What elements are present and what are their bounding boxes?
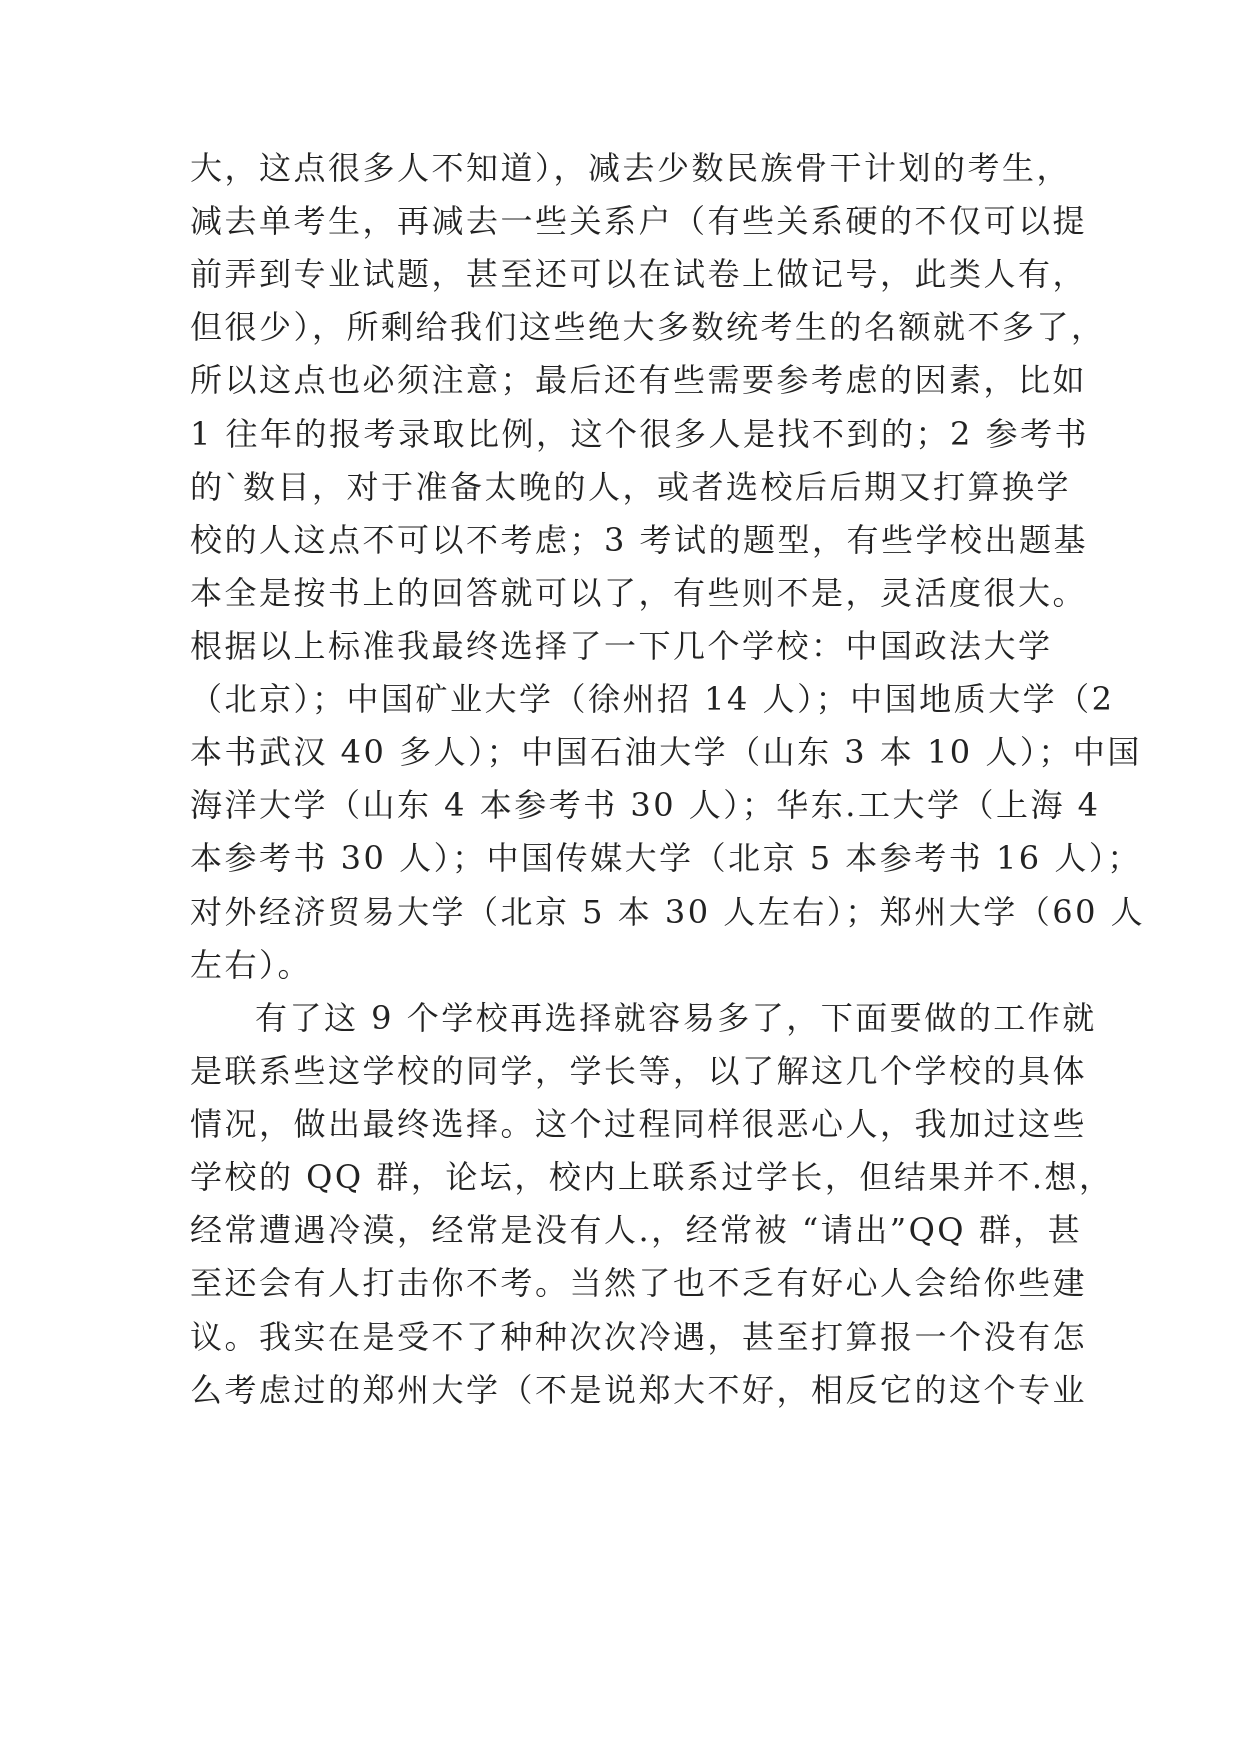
text-line: 学校的 QQ 群，论坛，校内上联系过学长，但结果并不.想，: [190, 1158, 1114, 1196]
text-line: 么考虑过的郑州大学（不是说郑大不好，相反它的这个专业: [190, 1371, 1088, 1409]
text-line: 但很少），所剩给我们这些绝大多数统考生的名额就不多了，: [190, 308, 1106, 346]
text-line: 本参考书 30 人）；中国传媒大学（北京 5 本参考书 16 人）；: [190, 839, 1142, 877]
text-line: （北京）；中国矿业大学（徐州招 14 人）；中国地质大学（2: [190, 680, 1115, 718]
text-line: 本书武汉 40 多人）；中国石油大学（山东 3 本 10 人）；中国: [190, 733, 1142, 771]
text-line: 左右）。: [190, 946, 313, 984]
text-line: 议。我实在是受不了种种次次冷遇，甚至打算报一个没有怎: [190, 1318, 1088, 1356]
paragraph-first-line: 有了这 9 个学校再选择就容易多了，下面要做的工作就: [255, 999, 1097, 1037]
text-line: 是联系些这学校的同学，学长等，以了解这几个学校的具体: [190, 1052, 1088, 1090]
text-line: 对外经济贸易大学（北京 5 本 30 人左右）；郑州大学（60 人: [190, 893, 1146, 931]
text-line: 减去单考生，再减去一些关系户（有些关系硬的不仅可以提: [190, 202, 1088, 240]
text-line: 情况，做出最终选择。这个过程同样很恶心人，我加过这些: [190, 1105, 1088, 1143]
text-line: 本全是按书上的回答就可以了，有些则不是，灵活度很大。: [190, 574, 1088, 612]
text-line: 经常遭遇冷漠，经常是没有人.，经常被 “请出”QQ 群，甚: [190, 1211, 1083, 1249]
text-line: 所以这点也必须注意；最后还有些需要参考虑的因素，比如: [190, 361, 1088, 399]
text-line: 1 往年的报考录取比例，这个很多人是找不到的；2 参考书: [190, 415, 1090, 453]
text-line: 海洋大学（山东 4 本参考书 30 人）；华东.工大学（上海 4: [190, 786, 1101, 824]
text-line: 校的人这点不可以不考虑；3 考试的题型，有些学校出题基: [190, 521, 1089, 559]
text-line: 的`数目，对于准备太晚的人，或者选校后后期又打算换学: [190, 468, 1072, 506]
text-line: 大，这点很多人不知道），减去少数民族骨干计划的考生，: [190, 149, 1072, 187]
text-line: 根据以上标准我最终选择了一下几个学校：中国政法大学: [190, 627, 1053, 665]
text-line: 至还会有人打击你不考。当然了也不乏有好心人会给你些建: [190, 1264, 1088, 1302]
text-line: 前弄到专业试题，甚至还可以在试卷上做记号，此类人有，: [190, 255, 1088, 293]
